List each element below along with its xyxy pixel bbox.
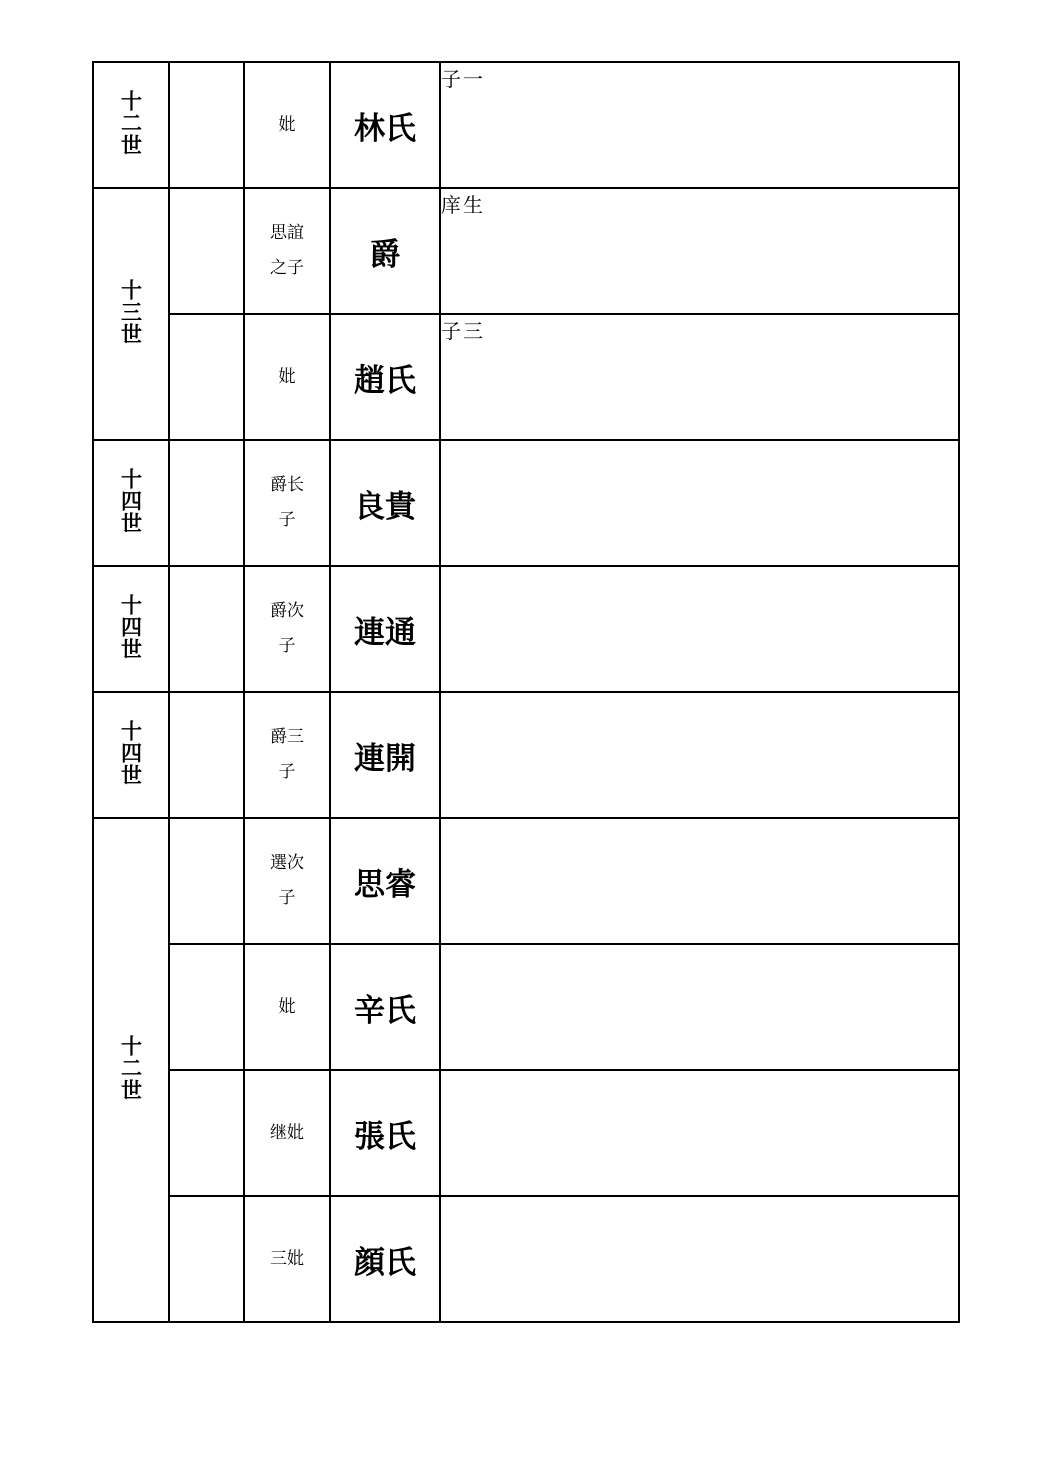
relation-label: 思誼之子 <box>270 223 304 278</box>
notes-cell <box>440 944 959 1070</box>
blank-cell <box>169 818 244 944</box>
generation-cell <box>93 62 169 188</box>
person-name: 爵 <box>369 236 401 273</box>
person-name: 連開 <box>354 740 416 777</box>
notes-cell <box>440 314 959 440</box>
person-name: 顔氏 <box>354 1244 416 1281</box>
blank-cell <box>169 440 244 566</box>
relation-label: 爵三子 <box>270 727 304 782</box>
relation-label: 妣 <box>278 996 296 1017</box>
table-row <box>93 1070 959 1196</box>
generation-cell <box>93 566 169 692</box>
relation-cell <box>244 314 330 440</box>
relation-label: 爵长子 <box>270 475 304 530</box>
name-cell <box>330 1070 440 1196</box>
relation-cell <box>244 566 330 692</box>
notes-cell <box>440 818 959 944</box>
relation-cell <box>244 692 330 818</box>
name-cell <box>330 818 440 944</box>
relation-label: 三妣 <box>270 1248 304 1269</box>
person-name: 林氏 <box>354 110 416 147</box>
table-row <box>93 692 959 818</box>
generation-label: 十四世 <box>118 593 144 660</box>
person-name: 張氏 <box>354 1118 416 1155</box>
relation-label: 妣 <box>278 114 296 135</box>
person-name: 連通 <box>354 614 416 651</box>
table-row <box>93 440 959 566</box>
blank-cell <box>169 314 244 440</box>
name-cell <box>330 62 440 188</box>
notes-cell <box>440 62 959 188</box>
relation-label: 爵次子 <box>270 601 304 656</box>
blank-cell <box>169 944 244 1070</box>
blank-cell <box>169 1196 244 1322</box>
name-cell <box>330 188 440 314</box>
generation-cell <box>93 188 169 440</box>
relation-cell <box>244 1070 330 1196</box>
generation-cell <box>93 818 169 1322</box>
name-cell <box>330 1196 440 1322</box>
notes-cell <box>440 692 959 818</box>
generation-label: 十四世 <box>118 467 144 534</box>
relation-label: 妣 <box>278 366 296 387</box>
person-name: 良貴 <box>354 488 416 525</box>
generation-label: 十三世 <box>118 278 144 345</box>
notes-cell <box>440 566 959 692</box>
generation-label: 十二世 <box>118 89 144 156</box>
name-cell <box>330 692 440 818</box>
relation-cell <box>244 818 330 944</box>
relation-label: 继妣 <box>270 1122 304 1143</box>
notes-cell <box>440 1070 959 1196</box>
relation-cell <box>244 944 330 1070</box>
table-row <box>93 314 959 440</box>
table-row <box>93 944 959 1070</box>
note-text: 庠生 <box>441 193 485 217</box>
blank-cell <box>169 1070 244 1196</box>
blank-cell <box>169 62 244 188</box>
notes-cell <box>440 440 959 566</box>
relation-cell <box>244 188 330 314</box>
relation-cell <box>244 1196 330 1322</box>
table-row <box>93 62 959 188</box>
blank-cell <box>169 188 244 314</box>
blank-cell <box>169 566 244 692</box>
relation-label: 選次子 <box>270 853 304 908</box>
generation-cell <box>93 440 169 566</box>
person-name: 思睿 <box>354 866 416 903</box>
table-row <box>93 818 959 944</box>
name-cell <box>330 944 440 1070</box>
generation-cell <box>93 692 169 818</box>
table-row <box>93 1196 959 1322</box>
person-name: 辛氏 <box>354 992 416 1029</box>
generation-label: 十四世 <box>118 719 144 786</box>
generation-label: 十二世 <box>118 1034 144 1101</box>
notes-cell <box>440 188 959 314</box>
person-name: 趙氏 <box>354 362 416 399</box>
relation-cell <box>244 440 330 566</box>
note-text: 子三 <box>441 319 485 343</box>
table-row <box>93 566 959 692</box>
notes-cell <box>440 1196 959 1322</box>
note-text: 子一 <box>441 67 485 91</box>
name-cell <box>330 566 440 692</box>
blank-cell <box>169 692 244 818</box>
genealogy-table <box>92 61 960 1323</box>
table-row <box>93 188 959 314</box>
relation-cell <box>244 62 330 188</box>
name-cell <box>330 314 440 440</box>
name-cell <box>330 440 440 566</box>
